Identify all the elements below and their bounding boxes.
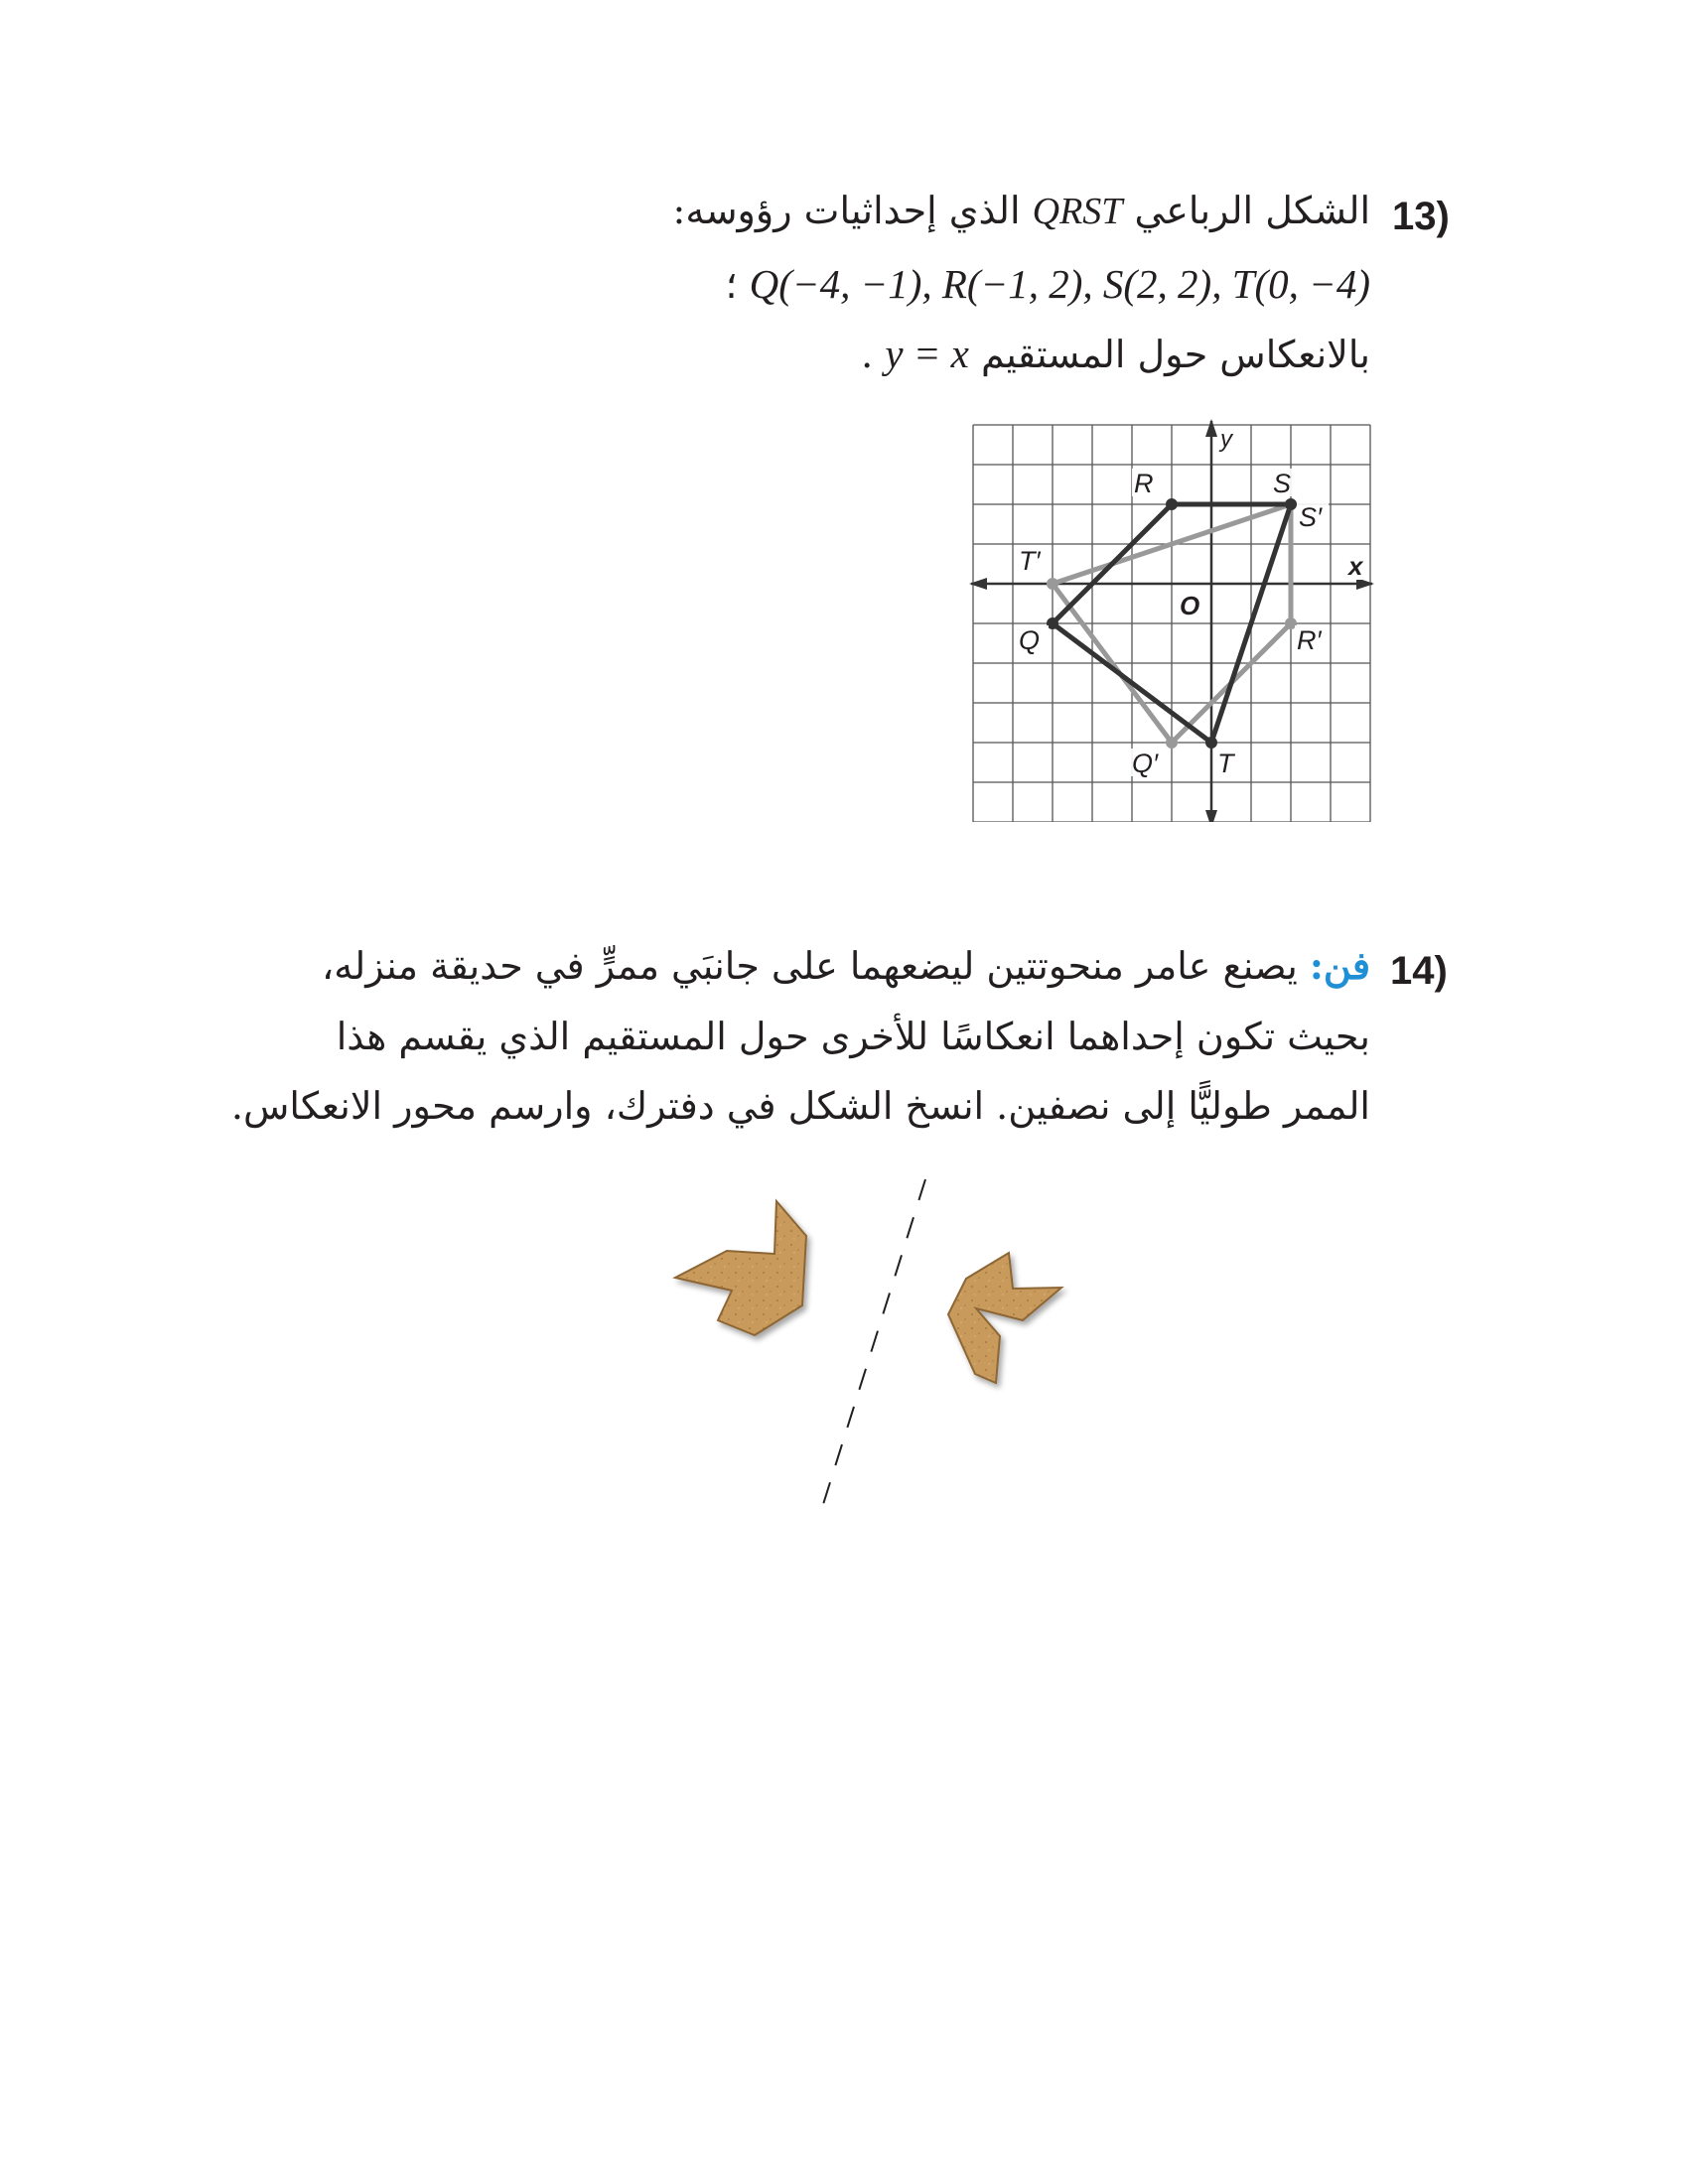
art-tag: فن:: [1309, 943, 1370, 988]
original-vertex-point: [1285, 498, 1297, 510]
image-vertex-label: T′: [1019, 546, 1041, 576]
quadrilateral-name: QRST: [1032, 191, 1123, 232]
right-sculpture: [948, 1253, 1061, 1383]
problem-13-line-3-end: .: [861, 333, 874, 376]
reflection-line-equation: y = x: [885, 331, 969, 376]
problem-14-line-1: [322, 943, 1370, 990]
problem-14-number: 14): [1390, 949, 1448, 993]
x-axis-arrow-left: [969, 578, 987, 590]
image-vertex-label: Q′: [1132, 749, 1159, 778]
image-vertex-label: R′: [1297, 625, 1322, 655]
y-axis-arrow-up: [1205, 419, 1217, 437]
problem-13-line-1: [673, 189, 1370, 235]
original-vertex-point: [1205, 737, 1217, 749]
original-vertex-label: R: [1134, 469, 1154, 498]
problem-13-line-3-text: بالانعكاس حول المستقيم: [980, 333, 1370, 376]
y-axis-label: y: [1220, 426, 1232, 453]
image-vertex-point: [1166, 737, 1178, 749]
problem-14-line-2: بحيث تكون إحداهما انعكاسًا للأخرى حول المستقيم الذي يقسم هذا: [336, 1015, 1370, 1058]
problem-13-line-3: [861, 330, 1370, 378]
problem-14-line-3: الممر طوليًّا إلى نصفين. انسخ الشكل في دفترك، وارسم محور الانعكاس.: [230, 1084, 1370, 1128]
reflection-axis: [820, 1179, 925, 1514]
sculptures-figure: [635, 1171, 1152, 1529]
x-axis-label: x: [1348, 551, 1363, 581]
problem-13-line-2: [725, 260, 1370, 309]
origin-label: O: [1180, 591, 1200, 620]
image-vertex-label: S′: [1299, 502, 1323, 532]
image-vertex-point: [1047, 578, 1058, 590]
problem-14-line-1-text: يصنع عامر منحوتتين ليضعهما على جانبَي ممرٍّ في حديقة منزله،: [322, 944, 1298, 988]
original-vertex-label: T: [1217, 749, 1234, 778]
y-axis-arrow-down: [1205, 810, 1217, 822]
left-sculpture: [675, 1201, 806, 1335]
original-vertex-label: Q: [1019, 625, 1041, 655]
problem-13-line-1-text: الشكل الرباعي: [1134, 189, 1370, 232]
problem-13-line-2-separator: ؛: [725, 263, 738, 307]
vertex-coordinates: Q(−4, −1), R(−1, 2), S(2, 2), T(0, −4): [749, 261, 1370, 307]
original-vertex-label: S: [1273, 469, 1292, 498]
original-vertex-point: [1166, 498, 1178, 510]
problem-13-number: 13): [1392, 195, 1450, 238]
coordinate-graph: [963, 415, 1380, 822]
problem-13-line-1-rest: الذي إحداثيات رؤوسه:: [672, 189, 1021, 232]
